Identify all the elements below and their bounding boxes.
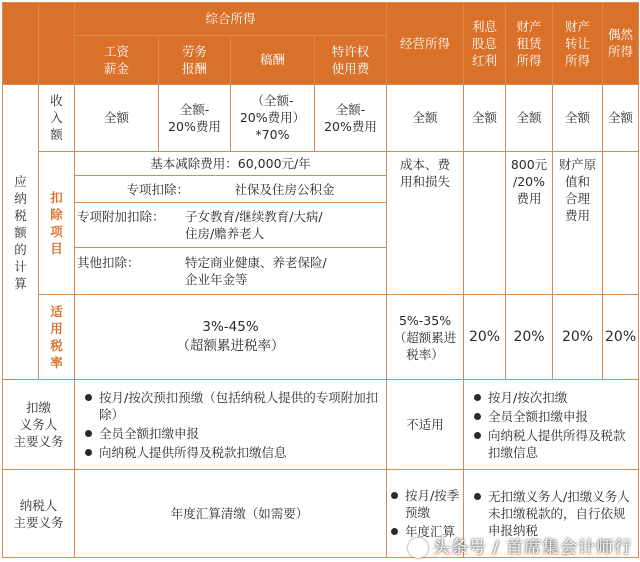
list-item: 按月/按季预缴 [389,487,461,521]
list-item: 向纳税人提供所得及税款扣缴信息 [83,444,384,461]
rate-business: 5%-35% （超额累进 税率） [387,294,464,380]
rate-lease: 20% [506,294,553,380]
deduction-label: 扣 除 项 目 [39,151,75,294]
deduction-additional-value: 子女教育/继续教育/大病/ 住房/赡养老人 [185,208,323,241]
deduction-special [75,176,387,203]
withholding-right [464,380,639,470]
income-lease: 全额 [506,84,553,151]
income-manuscript: （全额- 20%费用） *70% [231,84,315,151]
rate-comprehensive: 3%-45% （超额累进税率） [75,294,387,380]
income-wage: 全额 [75,84,159,151]
header-royalty-franchise: 特许权 使用费 [315,35,387,84]
income-incidental: 全额 [603,84,639,151]
withholding-comprehensive [75,380,387,470]
header-property-transfer: 财产 转让 所得 [553,3,603,85]
header-wage: 工资 薪金 [75,35,159,84]
list-item: 无扣缴义务人/扣缴义务人未扣缴税款的，自行依规申报纳税 [472,488,636,539]
deduction-special-label: 专项扣除： [126,181,190,197]
withholding-business: 不适用 [387,380,464,470]
rate-row [3,294,639,380]
calc-section-label: 应 纳 税 额 的 计 算 [3,84,39,380]
deduction-additional [75,202,387,247]
header-row-1 [3,3,639,36]
header-interest: 利息 股息 红利 [464,3,506,85]
rate-label: 适 用 税 率 [39,294,75,380]
taxpayer-comprehensive: 年度汇算清缴（如需要） [75,470,387,558]
list-item: 全员全额扣缴申报 [83,425,384,442]
list-item: 按月/按次扣缴 [472,389,636,406]
header-comprehensive: 综合所得 [75,3,387,36]
header-blank-1 [3,3,39,85]
deduction-row-basic [3,151,639,175]
rate-interest: 20% [464,294,506,380]
header-property-lease: 财产 租赁 所得 [506,3,553,85]
deduction-business: 成本、费 用和损失 [387,151,464,294]
tax-comparison-table [2,2,639,558]
income-labor: 全额- 20%费用 [159,84,231,151]
deduction-other-value: 特定商业健康、养老保险/ 企业年金等 [185,254,327,287]
watermark-logo-icon [408,538,428,558]
deduction-basic: 基本减除费用：60,000元/年 [75,151,387,175]
header-blank-2 [39,3,75,85]
header-labor: 劳务 报酬 [159,35,231,84]
rate-transfer: 20% [553,294,603,380]
withholding-row [3,380,639,470]
withholding-list [77,389,384,461]
income-row [3,84,639,151]
income-label: 收 入 额 [39,84,75,151]
deduction-other-label: 其他扣除： [77,254,140,270]
list-item: 按月/按次预扣预缴（包括纳税人提供的专项附加扣除） [83,389,384,423]
income-interest: 全额 [464,84,506,151]
withholding-label: 扣缴 义务人 主要义务 [3,380,75,470]
watermark [408,533,632,558]
withholding-right-list [466,389,636,461]
taxpayer-right-list [466,488,636,539]
deduction-lease: 800元 /20% 费用 [506,151,553,294]
deduction-other [75,247,387,294]
header-royalty-manuscript: 稿酬 [231,35,315,84]
deduction-incidental-empty [603,151,639,294]
rate-incidental: 20% [603,294,639,380]
income-franchise: 全额- 20%费用 [315,84,387,151]
deduction-special-value: 社保及住房公积金 [234,181,335,197]
header-business: 经营所得 [387,3,464,85]
watermark-text: 头条号 / 首席集会计师行 [432,538,632,558]
header-incidental: 偶然 所得 [603,3,639,85]
income-transfer: 全额 [553,84,603,151]
list-item: 全员全额扣缴申报 [472,408,636,425]
deduction-transfer: 财产原 值和 合理 费用 [553,151,603,294]
deduction-additional-label: 专项附加扣除： [77,208,165,224]
income-business: 全额 [387,84,464,151]
deduction-interest-empty [464,151,506,294]
taxpayer-label: 纳税人 主要义务 [3,470,75,558]
list-item: 向纳税人提供所得及税款扣缴信息 [472,427,636,461]
list-item: 年度汇算 [389,523,461,540]
